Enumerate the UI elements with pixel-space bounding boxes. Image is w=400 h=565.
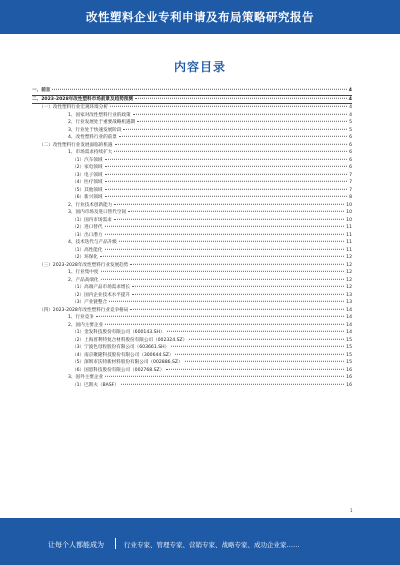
toc-entry[interactable] xyxy=(32,329,352,337)
toc-entry-label: 4、技术迭代与产品升级 xyxy=(68,240,117,245)
toc-entry-label: （2）家电领域 xyxy=(72,165,103,170)
toc-entry-page: 12 xyxy=(346,285,352,290)
toc-entry[interactable] xyxy=(32,194,352,202)
toc-entry-label: （6）新兴领域 xyxy=(72,195,103,200)
toc-entry[interactable] xyxy=(32,269,352,277)
toc-entry-label: 3、国内市场及进口替代空间 xyxy=(68,210,127,215)
toc-entry-label: （6）国恩科技股份有限公司（002768.SZ） xyxy=(72,367,165,373)
toc-leader-dots xyxy=(119,136,347,137)
toc-entry-page: 7 xyxy=(349,172,352,178)
toc-entry[interactable] xyxy=(32,202,352,210)
toc-leader-dots xyxy=(52,89,346,90)
toc-entry[interactable] xyxy=(32,187,352,195)
footer-slogan: 让每个人都能成为 xyxy=(48,541,104,549)
toc-entry-page: 10 xyxy=(346,202,352,208)
toc-entry[interactable] xyxy=(32,87,352,96)
toc-entry-label: （1）汽车领域 xyxy=(72,157,103,163)
toc-entry-page: 16 xyxy=(346,382,352,388)
toc-leader-dots xyxy=(121,383,344,384)
toc-entry-page: 13 xyxy=(346,300,352,305)
toc-leader-dots xyxy=(114,203,344,204)
toc-entry-label: （1）金发科技股份有限公司（600143.SH） xyxy=(72,330,165,335)
toc-leader-dots xyxy=(132,286,344,287)
toc-entry-label: 1、市场需求持续扩大 xyxy=(68,150,113,155)
toc-entry[interactable] xyxy=(32,314,352,322)
toc-entry[interactable] xyxy=(32,359,352,367)
toc-entry[interactable] xyxy=(32,277,352,285)
toc-entry[interactable] xyxy=(32,284,352,292)
toc-entry[interactable] xyxy=(32,292,352,300)
toc-entry[interactable] xyxy=(32,299,352,307)
toc-entry-label: （3）电子领域 xyxy=(72,172,103,178)
toc-entry[interactable] xyxy=(32,232,352,240)
toc-entry[interactable] xyxy=(32,157,352,165)
toc-entry-label: 1、行业集中度 xyxy=(68,270,99,275)
toc-leader-dots xyxy=(175,353,344,354)
toc-entry-page: 7 xyxy=(349,180,352,185)
toc-entry-label: （2）上海普利特复合材料股份有限公司（002324.SZ） xyxy=(72,337,188,343)
toc-entry-page: 14 xyxy=(346,315,352,320)
toc-entry[interactable] xyxy=(32,112,352,120)
toc-entry-label: （1）高端产品市场需求增长 xyxy=(72,285,131,290)
toc-leader-dots xyxy=(105,233,345,234)
toc-entry[interactable] xyxy=(32,104,352,112)
toc-leader-dots xyxy=(105,173,348,174)
toc-entry-page: 6 xyxy=(349,150,352,155)
toc-entry-page: 4 xyxy=(349,105,352,110)
toc-entry-label: （二）改性塑料行业发展面临的机遇 xyxy=(39,142,113,148)
toc-entry-page: 12 xyxy=(346,262,352,268)
toc-entry-label: （5）其他领域 xyxy=(72,187,103,193)
toc-leader-dots xyxy=(119,241,344,242)
toc-leader-dots xyxy=(110,106,347,107)
toc-entry[interactable] xyxy=(32,224,352,232)
toc-entry[interactable] xyxy=(32,142,352,150)
footer-roles: 行业专家、管理专家、营销专家、战略专家、成功企业家…… xyxy=(124,541,300,549)
toc-leader-dots xyxy=(100,256,344,257)
toc-leader-dots xyxy=(101,271,345,272)
toc-entry[interactable] xyxy=(32,134,352,142)
toc-entry-page: 6 xyxy=(349,142,352,148)
page-number: 1 xyxy=(350,508,353,513)
toc-leader-dots xyxy=(167,331,345,332)
toc-entry-label: （2）环保化 xyxy=(72,255,98,260)
toc-leader-dots xyxy=(105,181,348,182)
toc-heading: 内容目录 xyxy=(173,60,226,74)
toc-entry-label: 1、国家对改性塑料行业的政策 xyxy=(68,112,131,118)
toc-entry-page: 6 xyxy=(349,157,352,163)
toc-leader-dots xyxy=(130,308,344,309)
report-title: 改性塑料企业专利申请及布局策略研究报告 xyxy=(86,10,314,24)
toc-leader-dots xyxy=(135,97,347,98)
toc-entry-page: 12 xyxy=(346,270,352,275)
toc-entry-page: 10 xyxy=(346,210,352,215)
toc-entry[interactable] xyxy=(32,119,352,127)
toc-entry[interactable] xyxy=(32,127,352,135)
toc-entry[interactable] xyxy=(32,262,352,270)
toc-entry-page: 11 xyxy=(346,225,352,230)
toc-entry-page: 5 xyxy=(349,127,352,133)
toc-entry[interactable] xyxy=(32,344,352,352)
toc-entry[interactable] xyxy=(32,367,352,375)
toc-entry[interactable] xyxy=(32,172,352,180)
toc-entry-page: 5 xyxy=(349,120,352,125)
header-bar xyxy=(0,0,400,34)
toc-entry-label: （5）深圳市沃特新材料股份有限公司（002886.SZ） xyxy=(72,360,183,365)
toc-entry-label: 3、行业处于快速发展阶段 xyxy=(68,127,122,133)
table-of-contents xyxy=(32,87,352,389)
toc-entry-page: 14 xyxy=(346,322,352,328)
toc-entry[interactable] xyxy=(32,164,352,172)
toc-leader-dots xyxy=(166,368,344,369)
toc-leader-dots xyxy=(105,226,345,227)
toc-entry-page: 11 xyxy=(346,240,352,245)
toc-leader-dots xyxy=(96,316,344,317)
toc-entry-label: （四）2023-2028年改性塑料行业竞争格局 xyxy=(39,307,129,313)
toc-leader-dots xyxy=(109,301,344,302)
toc-entry-page: 15 xyxy=(346,345,352,350)
toc-entry-page: 14 xyxy=(346,307,352,313)
toc-entry-label: 1、行业竞争 xyxy=(68,315,94,320)
toc-leader-dots xyxy=(185,361,344,362)
toc-entry[interactable] xyxy=(32,209,352,217)
toc-entry-label: 3、国外主要企业 xyxy=(68,375,104,380)
toc-leader-dots xyxy=(105,158,348,159)
toc-entry-page: 16 xyxy=(346,367,352,373)
toc-entry-page: 15 xyxy=(346,360,352,365)
toc-entry-page: 15 xyxy=(346,352,352,358)
toc-entry-page: 13 xyxy=(346,292,352,298)
toc-entry-page: 12 xyxy=(346,255,352,260)
toc-entry-label: （3）出口潜力 xyxy=(72,232,103,238)
toc-leader-dots xyxy=(105,323,344,324)
toc-entry-label: （2）进口替代 xyxy=(72,225,103,230)
toc-entry-label: （1）高性能化 xyxy=(72,247,103,253)
toc-entry-page: 4 xyxy=(348,96,352,102)
toc-entry[interactable] xyxy=(32,254,352,262)
toc-entry-page: 8 xyxy=(349,195,352,200)
toc-entry-label: （1）国内市场需求 xyxy=(72,217,112,223)
toc-entry-label: 4、改性塑料行业的前景 xyxy=(68,135,117,140)
toc-entry-page: 4 xyxy=(349,112,352,118)
toc-entry-label: （一）改性塑料行业宏观环境分析 xyxy=(39,105,108,110)
toc-leader-dots xyxy=(189,338,344,339)
toc-entry-page: 14 xyxy=(346,330,352,335)
toc-entry-page: 10 xyxy=(346,217,352,223)
footer-divider xyxy=(115,538,116,549)
toc-entry-label: （1）巴斯夫（BASF） xyxy=(72,382,119,388)
toc-entry-label: 2、行业技术创新能力 xyxy=(68,202,113,208)
toc-entry-page: 16 xyxy=(346,375,352,380)
toc-entry-label: 2、产品高端化 xyxy=(68,277,99,283)
toc-entry-page: 11 xyxy=(346,247,352,253)
toc-leader-dots xyxy=(137,121,347,122)
toc-entry-page: 6 xyxy=(349,135,352,140)
toc-entry[interactable] xyxy=(32,239,352,247)
toc-entry-label: （2）国内企业技术水平提升 xyxy=(72,292,131,298)
toc-leader-dots xyxy=(132,293,344,294)
toc-leader-dots xyxy=(133,113,347,114)
toc-leader-dots xyxy=(115,143,348,144)
toc-entry[interactable] xyxy=(32,374,352,382)
toc-leader-dots xyxy=(105,188,348,189)
toc-entry-page: 6 xyxy=(349,165,352,170)
toc-leader-dots xyxy=(114,151,347,152)
toc-entry[interactable] xyxy=(32,382,352,390)
toc-leader-dots xyxy=(101,278,345,279)
toc-entry-label: 一、前言 xyxy=(32,88,51,93)
toc-entry-label: （三）2023-2028年改性塑料行业发展趋势 xyxy=(39,262,129,268)
toc-entry[interactable] xyxy=(32,322,352,330)
toc-entry-label: 二、2023-2028年改性塑料市场前景及趋势预测 xyxy=(32,96,133,102)
toc-entry-page: 15 xyxy=(346,337,352,343)
toc-leader-dots xyxy=(128,211,344,212)
toc-entry[interactable] xyxy=(32,149,352,157)
toc-entry-label: 2、行业发展处于重要战略机遇期 xyxy=(68,120,136,125)
toc-leader-dots xyxy=(105,248,345,249)
toc-entry[interactable] xyxy=(32,179,352,187)
toc-entry-page: 7 xyxy=(349,187,352,193)
toc-entry[interactable] xyxy=(32,96,352,105)
toc-leader-dots xyxy=(130,263,344,264)
toc-leader-dots xyxy=(171,346,344,347)
toc-entry-label: （3）产业链整合 xyxy=(72,300,108,305)
toc-leader-dots xyxy=(105,376,344,377)
toc-entry-page: 4 xyxy=(348,88,352,93)
toc-entry[interactable] xyxy=(32,337,352,345)
toc-leader-dots xyxy=(123,128,347,129)
toc-entry[interactable] xyxy=(32,307,352,315)
toc-entry[interactable] xyxy=(32,247,352,255)
toc-leader-dots xyxy=(114,218,344,219)
toc-entry[interactable] xyxy=(32,217,352,225)
toc-entry-page: 11 xyxy=(346,232,352,238)
toc-entry-label: 2、国内主要企业 xyxy=(68,322,104,328)
toc-entry[interactable] xyxy=(32,352,352,360)
toc-entry-page: 12 xyxy=(346,277,352,283)
toc-entry-label: （4）南京聚隆科技股份有限公司（300644.SZ） xyxy=(72,352,174,358)
toc-entry-label: （3）宁波色母粒股份有限公司（603661.SH） xyxy=(72,345,170,350)
toc-entry-label: （4）医疗领域 xyxy=(72,180,103,185)
toc-leader-dots xyxy=(105,166,348,167)
toc-leader-dots xyxy=(105,196,348,197)
